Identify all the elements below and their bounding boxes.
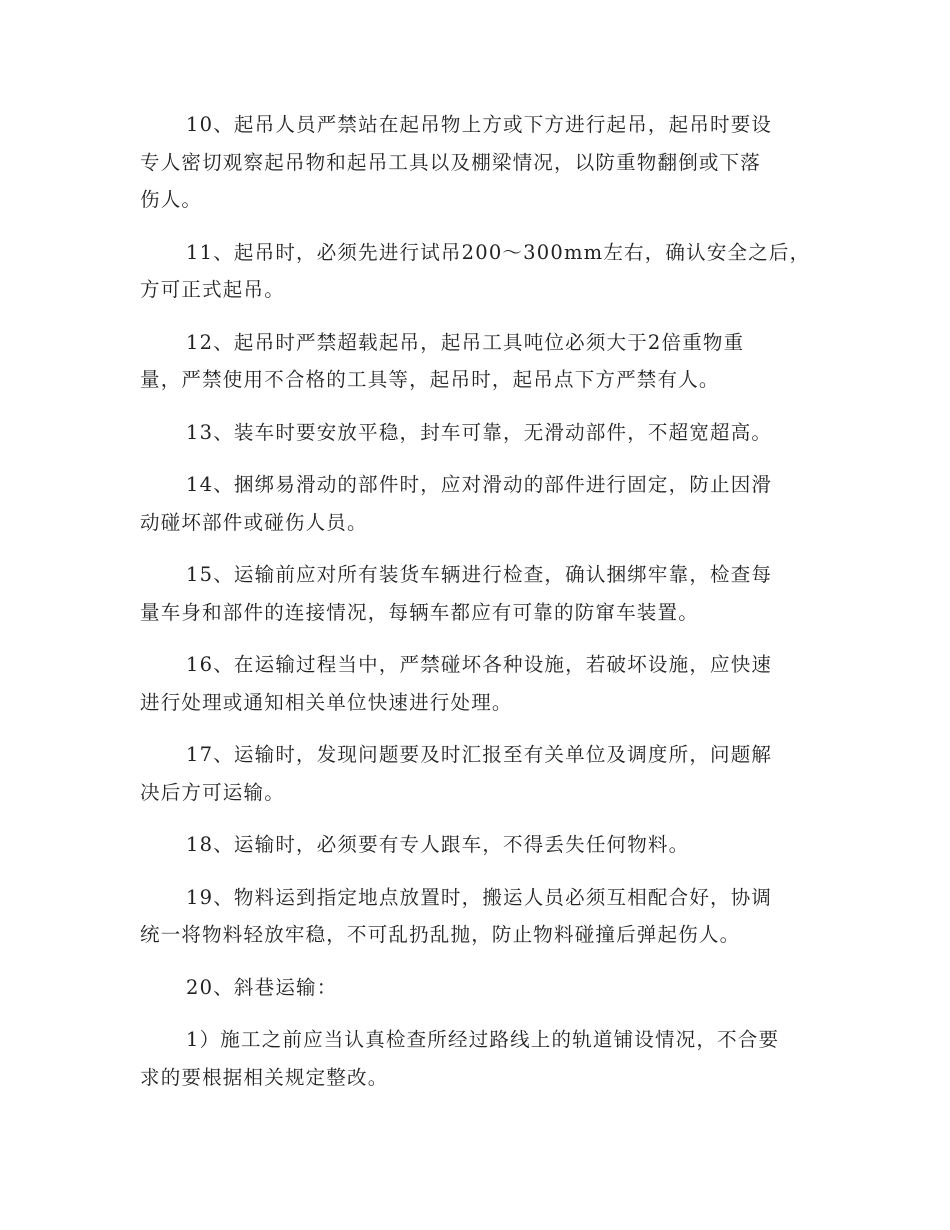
text-line: 专人密切观察起吊物和起吊工具以及棚梁情况，以防重物翻倒或下落 <box>140 150 762 174</box>
text-line: 决后方可运输。 <box>140 780 285 804</box>
text-line: 动碰坏部件或碰伤人员。 <box>140 510 368 534</box>
text-line: 17、运输时，发现问题要及时汇报至有关单位及调度所，问题解 <box>186 743 773 766</box>
text-line: 15、运输前应对所有装货车辆进行检查，确认捆绑牢靠，检查每 <box>186 563 773 586</box>
text-line: 16、在运输过程当中，严禁碰坏各种设施，若破坏设施，应快速 <box>186 653 773 676</box>
text-line: 量，严禁使用不合格的工具等，起吊时，起吊点下方严禁有人。 <box>140 368 720 391</box>
text-line: 进行处理或通知相关单位快速进行处理。 <box>140 690 513 714</box>
text-line: 13、装车时要安放平稳，封车可靠，无滑动部件，不超宽超高。 <box>186 420 773 444</box>
paragraph-15 <box>140 556 808 631</box>
paragraph-10 <box>140 106 808 219</box>
paragraph-19 <box>140 879 808 954</box>
text-line: 伤人。 <box>140 188 203 211</box>
text-line: 19、物料运到指定地点放置时，搬运人员必须互相配合好，协调 <box>186 885 773 909</box>
paragraph-17 <box>140 736 808 811</box>
text-line: 18、运输时，必须要有专人跟车，不得丢失任何物料。 <box>186 833 690 856</box>
text-line: 求的要根据相关规定整改。 <box>140 1065 389 1089</box>
paragraph-20-heading <box>140 969 808 1007</box>
text-line: 1）施工之前应当认真检查所经过路线上的轨道铺设情况，不合要 <box>186 1028 780 1051</box>
paragraph-13 <box>140 414 808 452</box>
text-line: 12、起吊时严禁超载起吊，起吊工具吨位必须大于2倍重物重 <box>186 330 745 354</box>
paragraph-16 <box>140 646 808 721</box>
text-line: 量车身和部件的连接情况，每辆车都应有可靠的防窜车装置。 <box>140 600 699 624</box>
paragraph-11 <box>140 234 811 309</box>
document-body <box>140 106 811 1111</box>
text-line: 统一将物料轻放牢稳，不可乱扔乱抛，防止物料碰撞后弹起伤人。 <box>140 923 741 946</box>
text-line: 10、起吊人员严禁站在起吊物上方或下方进行起吊，起吊时要设 <box>186 113 773 136</box>
text-line: 11、起吊时，必须先进行试吊200～300mm左右，确认安全之后， <box>186 240 811 264</box>
text-line: 14、捆绑易滑动的部件时，应对滑动的部件进行固定，防止因滑 <box>186 473 773 496</box>
paragraph-14 <box>140 466 808 541</box>
paragraph-20-1 <box>140 1021 808 1096</box>
text-line: 方可正式起吊。 <box>140 278 285 301</box>
text-line: 20、斜巷运输： <box>186 975 338 999</box>
paragraph-18 <box>140 826 808 864</box>
paragraph-12 <box>140 324 808 399</box>
